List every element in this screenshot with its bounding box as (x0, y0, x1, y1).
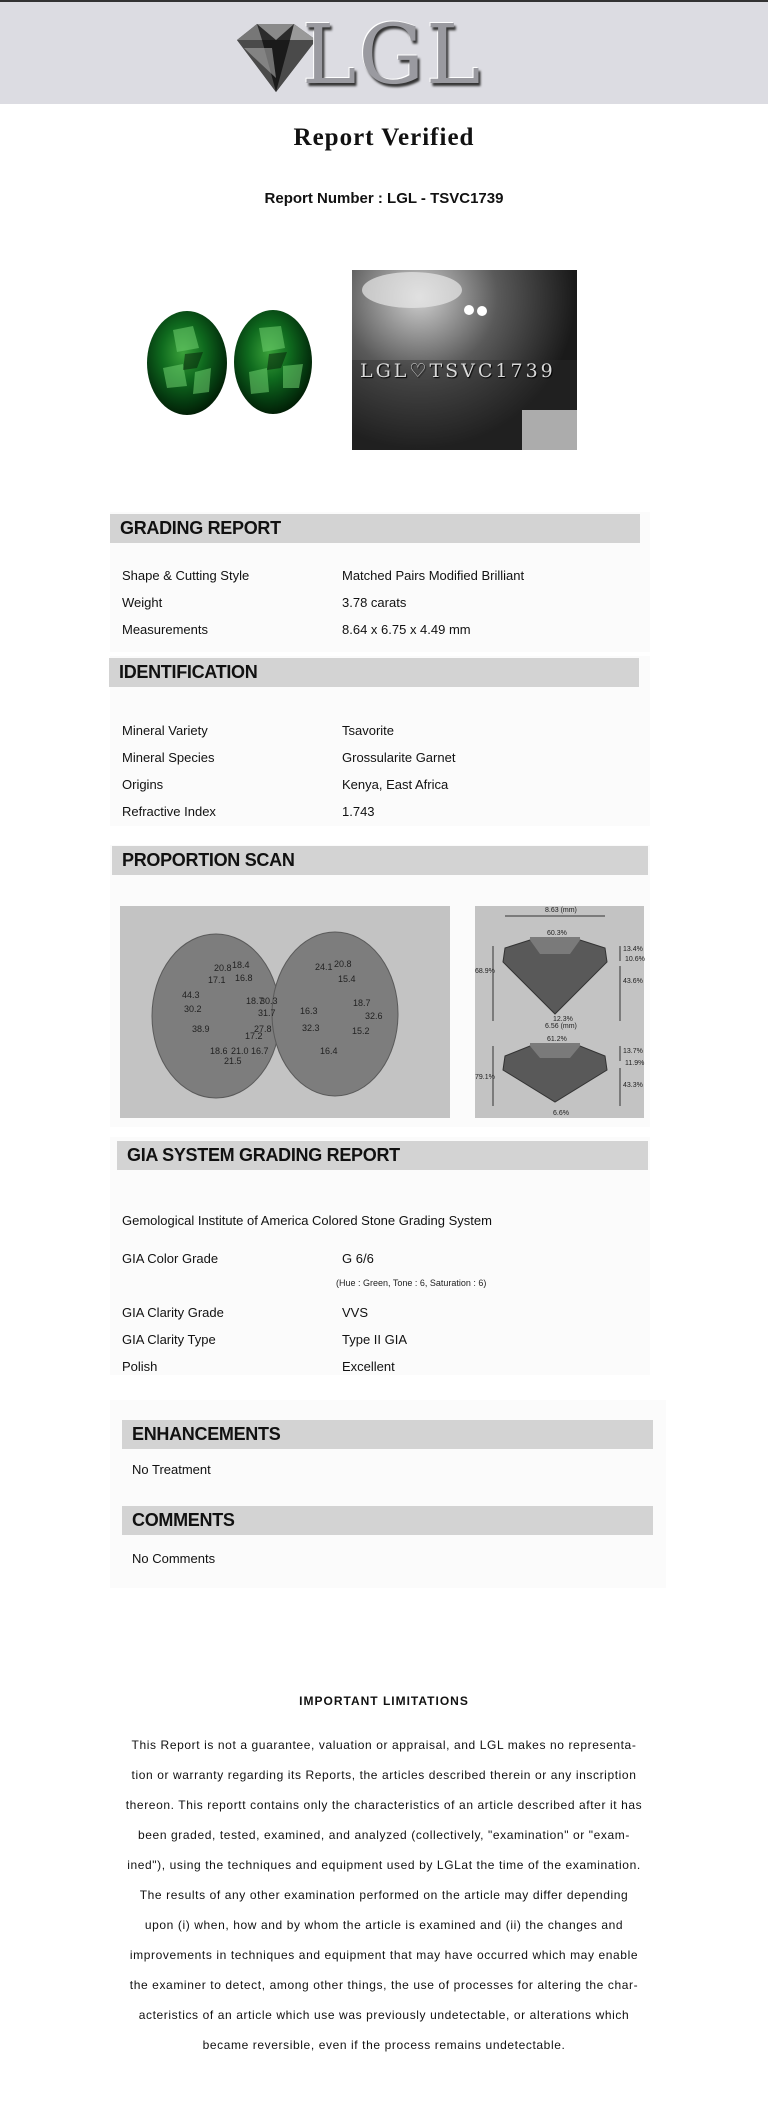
id-label-variety: Mineral Variety (122, 723, 208, 738)
id-value-species: Grossularite Garnet (342, 750, 456, 765)
limitations-line: became reversible, even if the process remains undetectable. (202, 2038, 566, 2052)
header-banner (0, 2, 768, 104)
gia-value-clarity-type: Type II GIA (342, 1332, 408, 1347)
limitations-line: acteristics of an article which use was previously undetectable, or alterations which (138, 2008, 630, 2022)
proportion-side-view (475, 906, 644, 1118)
facet-label: 44.3 (182, 990, 200, 1000)
proportion-top-view (120, 906, 450, 1118)
facet-label: 18.4 (232, 960, 250, 970)
facet-label: 32.6 (365, 1011, 383, 1021)
enhancements-text: No Treatment (132, 1462, 211, 1477)
side-crown-angle: 13.4% (623, 946, 643, 953)
side-total-depth: 68.9% (475, 968, 495, 975)
side-crown2b: 11.9% (625, 1060, 645, 1067)
facet-label: 24.1 (315, 962, 333, 972)
facet-label: 18.6 (210, 1046, 228, 1056)
grading-label-weight: Weight (122, 595, 163, 610)
facet-label: 32.3 (302, 1023, 320, 1033)
side-top-width: 8.63 (mm) (545, 907, 577, 914)
gia-color-note: (Hue : Green, Tone : 6, Saturation : 6) (336, 1278, 487, 1288)
grading-report-header: GRADING REPORT (110, 514, 640, 543)
facet-label: 27.8 (254, 1024, 272, 1034)
facet-label: 15.4 (338, 974, 356, 984)
grading-value-measurements: 8.64 x 6.75 x 4.49 mm (342, 622, 471, 637)
gia-label-clarity: GIA Clarity Grade (122, 1305, 224, 1320)
gia-value-color: G 6/6 (342, 1251, 374, 1266)
identification-header: IDENTIFICATION (109, 658, 639, 687)
report-number: Report Number : LGL - TSVC1739 (264, 190, 504, 207)
limitations-line: improvements in techniques and equipment that may have occurred which may enable (129, 1948, 639, 1962)
gia-label-clarity-type: GIA Clarity Type (122, 1332, 216, 1347)
limitations-line: upon (i) when, how and by whom the article is examined and (ii) the changes and (144, 1918, 624, 1932)
side-pav2: 43.3% (623, 1082, 643, 1089)
facet-label: 17.2 (245, 1031, 263, 1041)
side-bottom-width: 6.56 (mm) (545, 1023, 577, 1030)
facet-label: 21.0 (231, 1046, 249, 1056)
id-label-ri: Refractive Index (122, 804, 216, 819)
gia-label-polish: Polish (122, 1359, 158, 1374)
limitations-line: thereon. This reportt contains only the characteristics of an article described after it has (125, 1798, 643, 1812)
side-table2: 61.2% (547, 1036, 567, 1043)
facet-label: 15.2 (352, 1026, 370, 1036)
grading-value-shape: Matched Pairs Modified Brilliant (342, 568, 525, 583)
limitations-line: tion or warranty regarding its Reports, the articles described therein or any inscription (131, 1768, 637, 1782)
gia-label-color: GIA Color Grade (122, 1251, 219, 1266)
facet-label: 16.8 (235, 973, 253, 983)
limitations-line: This Report is not a guarantee, valuation or appraisal, and LGL makes no representa- (131, 1738, 637, 1752)
proportion-scan-header: PROPORTION SCAN (112, 846, 648, 875)
gemstone-photo (133, 268, 329, 460)
inscription-photo (352, 270, 577, 450)
id-label-species: Mineral Species (122, 750, 215, 765)
facet-label: 16.7 (251, 1046, 269, 1056)
limitations-line: been graded, tested, examined, and analyzed (collectively, "examination" or "exam- (138, 1828, 630, 1842)
facet-label: 31.7 (258, 1008, 276, 1018)
facet-label: 30.2 (184, 1004, 202, 1014)
grading-value-weight: 3.78 carats (342, 595, 407, 610)
limitations-line: the examiner to detect, among other things, the use of processes for altering the char- (129, 1978, 639, 1992)
laser-inscription: LGL♡TSVC1739 (360, 360, 556, 382)
grading-label-shape: Shape & Cutting Style (122, 568, 250, 583)
gia-value-clarity: VVS (342, 1305, 369, 1320)
page-title: Report Verified (293, 124, 475, 151)
enhancements-header: ENHANCEMENTS (122, 1420, 653, 1449)
facet-label: 20.8 (214, 963, 232, 973)
facet-label: 21.5 (224, 1056, 242, 1066)
facet-label: 30.3 (260, 996, 278, 1006)
gia-value-polish: Excellent (342, 1359, 395, 1374)
side-culet: 6.6% (553, 1110, 569, 1117)
side-depth2: 79.1% (475, 1074, 495, 1081)
facet-label: 17.1 (208, 975, 226, 985)
facet-label: 38.9 (192, 1024, 210, 1034)
gia-system-text: Gemological Institute of America Colored Stone Grading System (122, 1213, 492, 1228)
id-label-origins: Origins (122, 777, 164, 792)
side-pavilion-depth: 43.6% (623, 978, 643, 985)
comments-text: No Comments (132, 1551, 216, 1566)
side-table-pct: 60.3% (547, 930, 567, 937)
side-crown2: 13.7% (623, 1048, 643, 1055)
facet-label: 16.3 (300, 1006, 318, 1016)
side-crown-height: 10.6% (625, 956, 645, 963)
comments-header: COMMENTS (122, 1506, 653, 1535)
id-value-origins: Kenya, East Africa (342, 777, 449, 792)
gia-report-header: GIA SYSTEM GRADING REPORT (117, 1141, 648, 1170)
logo-text: LGL (302, 8, 483, 103)
limitations-line: ined"), using the techniques and equipment used by LGLat the time of the examination. (127, 1858, 641, 1872)
lgl-logo (232, 8, 492, 103)
limitations-line: The results of any other examination performed on the article may differ depending (139, 1888, 629, 1902)
facet-label: 20.8 (334, 959, 352, 969)
facet-label: 18.7 (353, 998, 371, 1008)
facet-label: 16.4 (320, 1046, 338, 1056)
id-value-variety: Tsavorite (342, 723, 395, 738)
grading-label-measurements: Measurements (122, 622, 208, 637)
id-value-ri: 1.743 (342, 804, 375, 819)
limitations-title: IMPORTANT LIMITATIONS (299, 1694, 469, 1708)
facet-label: 18.7 (246, 996, 264, 1006)
side-girdle: 12.3% (553, 1016, 573, 1023)
